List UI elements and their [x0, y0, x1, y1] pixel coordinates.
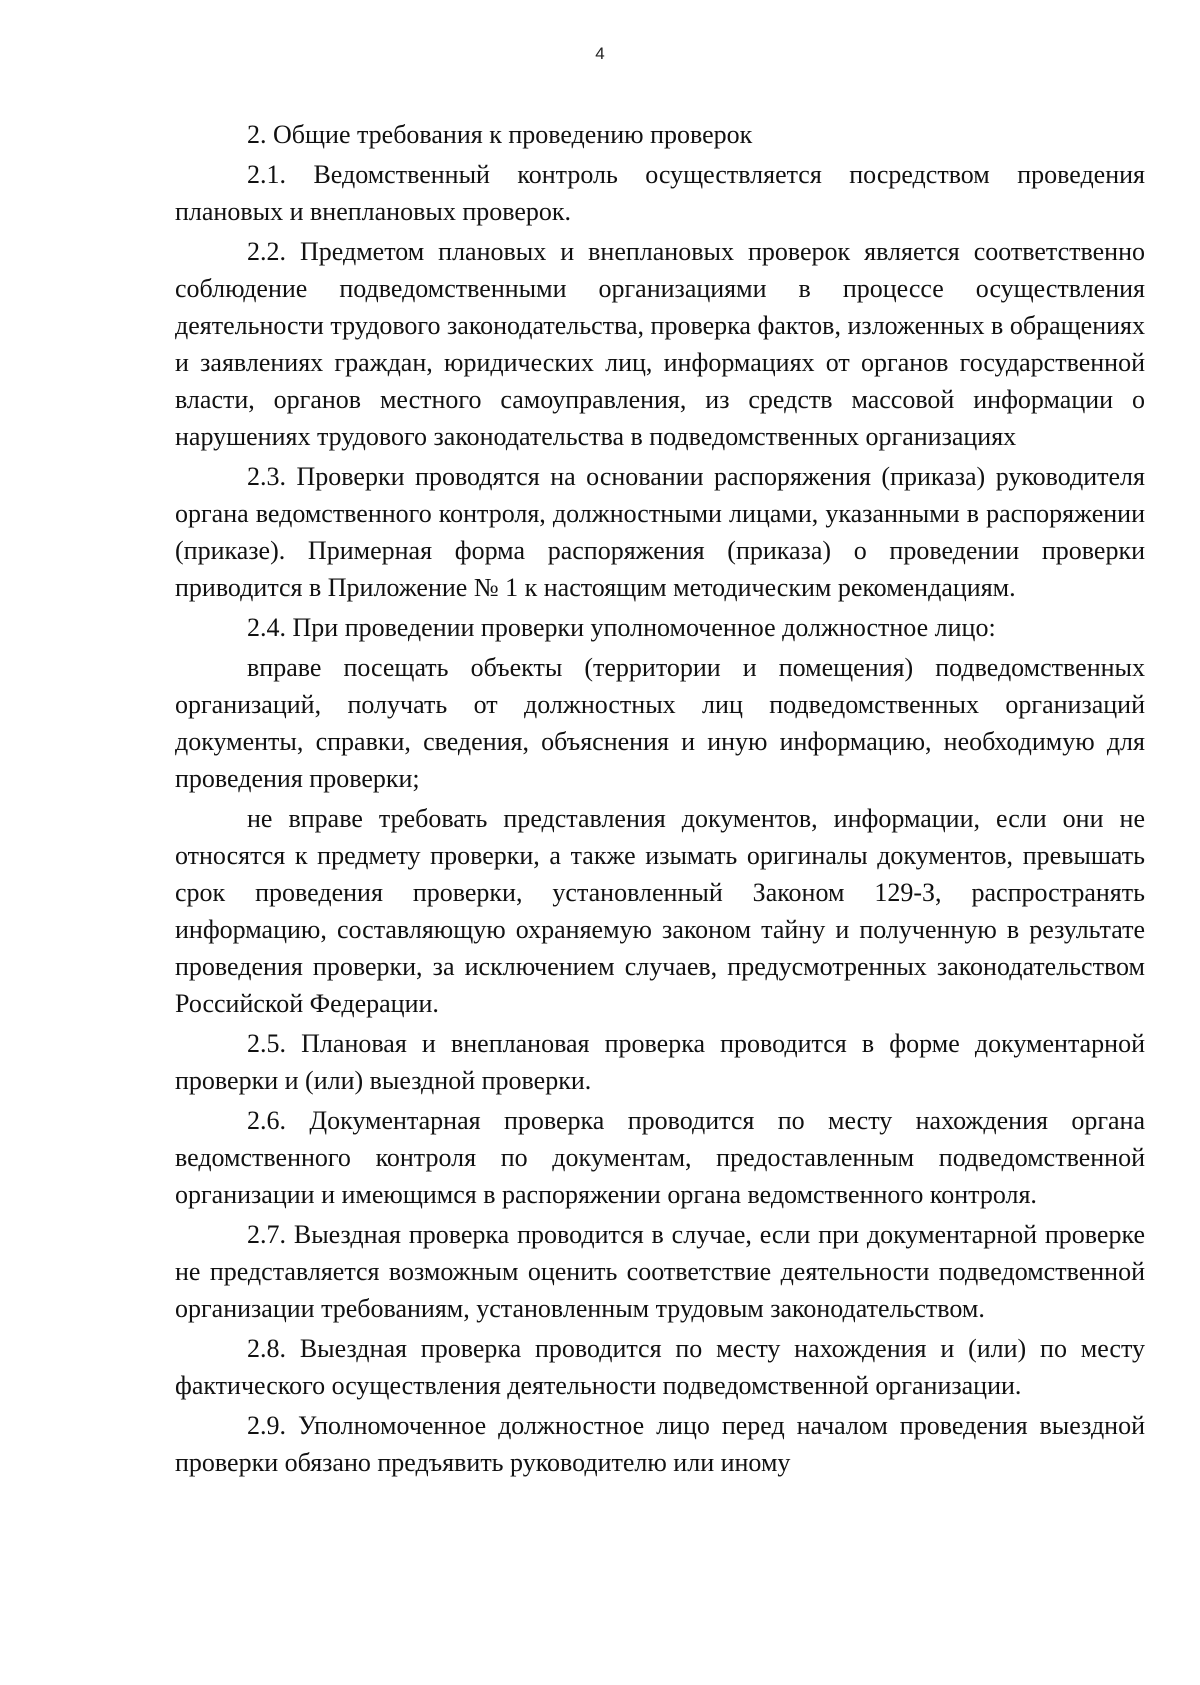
paragraph-2-1: 2.1. Ведомственный контроль осуществляется посредством проведения плановых и внеплановых проверок.	[175, 160, 1145, 226]
document-body	[175, 116, 1145, 1481]
paragraph-2-4: 2.4. При проведении проверки уполномоченное должностное лицо:	[247, 613, 996, 642]
paragraph-2-8: 2.8. Выездная проверка проводится по месту нахождения и (или) по месту фактического осуществления деятельности подведомственной организации.	[175, 1334, 1145, 1400]
page-number: 4	[595, 44, 605, 63]
paragraph-2-6: 2.6. Документарная проверка проводится по месту нахождения органа ведомственного контроля по документам, предоставленным подведомственной организации и имеющимся в распоряжении органа ведомственного контроля.	[175, 1106, 1145, 1209]
paragraph-2-7: 2.7. Выездная проверка проводится в случае, если при документарной проверке не представляется возможным оценить соответствие деятельности подведомственной организации требованиям, установленным трудовым законодательством.	[175, 1220, 1145, 1323]
section-heading: 2. Общие требования к проведению проверок	[247, 120, 753, 149]
paragraph-2-4-restrictions: не вправе требовать представления документов, информации, если они не относятся к предмету проверки, а также изымать оригиналы документов, превышать срок проведения проверки, установленный Законом 129-З, распространять информацию, составляющую охраняемую законом тайну и полученную в результате проведения проверки, за исключением случаев, предусмотренных законодательством Российской Федерации.	[175, 804, 1145, 1018]
paragraph-2-5: 2.5. Плановая и внеплановая проверка проводится в форме документарной проверки и (или) выездной проверки.	[175, 1029, 1145, 1095]
paragraph-2-9: 2.9. Уполномоченное должностное лицо перед началом проведения выездной проверки обязано предъявить руководителю или иному	[175, 1411, 1145, 1477]
paragraph-2-4-rights: вправе посещать объекты (территории и помещения) подведомственных организаций, получать от должностных лиц подведомственных организаций документы, справки, сведения, объяснения и иную информацию, необходимую для проведения проверки;	[175, 653, 1145, 793]
paragraph-2-3: 2.3. Проверки проводятся на основании распоряжения (приказа) руководителя органа ведомственного контроля, должностными лицами, указанными в распоряжении (приказе). Примерная форма распоряжения (приказа) о проведении проверки приводится в Приложение № 1 к настоящим методическим рекомендациям.	[175, 462, 1145, 602]
paragraph-2-2: 2.2. Предметом плановых и внеплановых проверок является соответственно соблюдение подведомственными организациями в процессе осуществления деятельности трудового законодательства, проверка фактов, изложенных в обращениях и заявлениях граждан, юридических лиц, информациях от органов государственной власти, органов местного самоуправления, из средств массовой информации о нарушениях трудового законодательства в подведомственных организациях	[175, 237, 1145, 451]
